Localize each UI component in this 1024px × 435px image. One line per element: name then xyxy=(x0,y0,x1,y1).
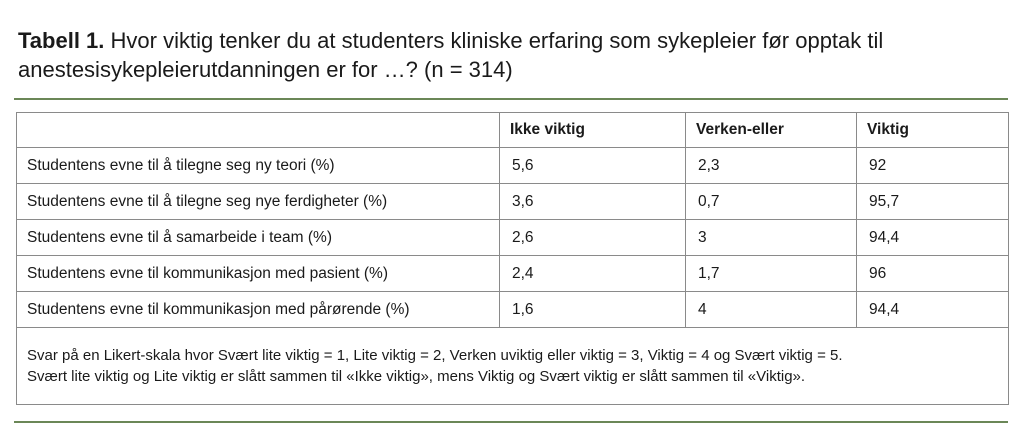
cell-viktig: 94,4 xyxy=(857,292,1009,328)
note-line-likert: Svar på en Likert-skala hvor Svært lite viktig = 1, Lite viktig = 2, Verken uviktig eller viktig = 3, Viktig = 4 og Svært viktig = 5. xyxy=(27,347,843,364)
cell-viktig: 95,7 xyxy=(857,184,1009,220)
table-row xyxy=(17,148,1009,184)
data-table xyxy=(16,112,1009,405)
row-label: Studentens evne til kommunikasjon med pasient (%) xyxy=(17,256,500,292)
table-header-row xyxy=(17,113,1009,148)
header-cell-empty xyxy=(17,113,500,148)
table-row xyxy=(17,220,1009,256)
cell-verken-eller: 3 xyxy=(686,220,857,256)
header-cell-viktig: Viktig xyxy=(857,113,1009,148)
table-row xyxy=(17,184,1009,220)
cell-ikke-viktig: 3,6 xyxy=(500,184,686,220)
cell-verken-eller: 1,7 xyxy=(686,256,857,292)
caption-label: Tabell 1. xyxy=(18,28,105,53)
cell-verken-eller: 0,7 xyxy=(686,184,857,220)
table-caption xyxy=(18,26,1008,84)
table-note xyxy=(17,328,1009,405)
row-label: Studentens evne til kommunikasjon med pårørende (%) xyxy=(17,292,500,328)
caption-text: Hvor viktig tenker du at studenters kliniske erfaring som sykepleier før opptak til anestesisykepleierutdanningen er for …? (n = 314) xyxy=(18,28,884,82)
row-label: Studentens evne til å samarbeide i team (%) xyxy=(17,220,500,256)
cell-viktig: 96 xyxy=(857,256,1009,292)
note-line-merged: Svært lite viktig og Lite viktig er slått sammen til «Ikke viktig», mens Viktig og Svært viktig er slått sammen til «Viktig». xyxy=(27,368,806,385)
cell-ikke-viktig: 2,4 xyxy=(500,256,686,292)
table-row xyxy=(17,256,1009,292)
header-cell-ikke-viktig: Ikke viktig xyxy=(500,113,686,148)
cell-viktig: 94,4 xyxy=(857,220,1009,256)
table-row xyxy=(17,292,1009,328)
row-label: Studentens evne til å tilegne seg ny teori (%) xyxy=(17,148,500,184)
cell-verken-eller: 4 xyxy=(686,292,857,328)
cell-ikke-viktig: 2,6 xyxy=(500,220,686,256)
cell-ikke-viktig: 5,6 xyxy=(500,148,686,184)
header-cell-verken-eller: Verken-eller xyxy=(686,113,857,148)
top-divider xyxy=(14,98,1008,100)
row-label: Studentens evne til å tilegne seg nye ferdigheter (%) xyxy=(17,184,500,220)
cell-viktig: 92 xyxy=(857,148,1009,184)
table-note-row xyxy=(17,328,1009,405)
bottom-divider xyxy=(14,421,1008,423)
cell-ikke-viktig: 1,6 xyxy=(500,292,686,328)
cell-verken-eller: 2,3 xyxy=(686,148,857,184)
